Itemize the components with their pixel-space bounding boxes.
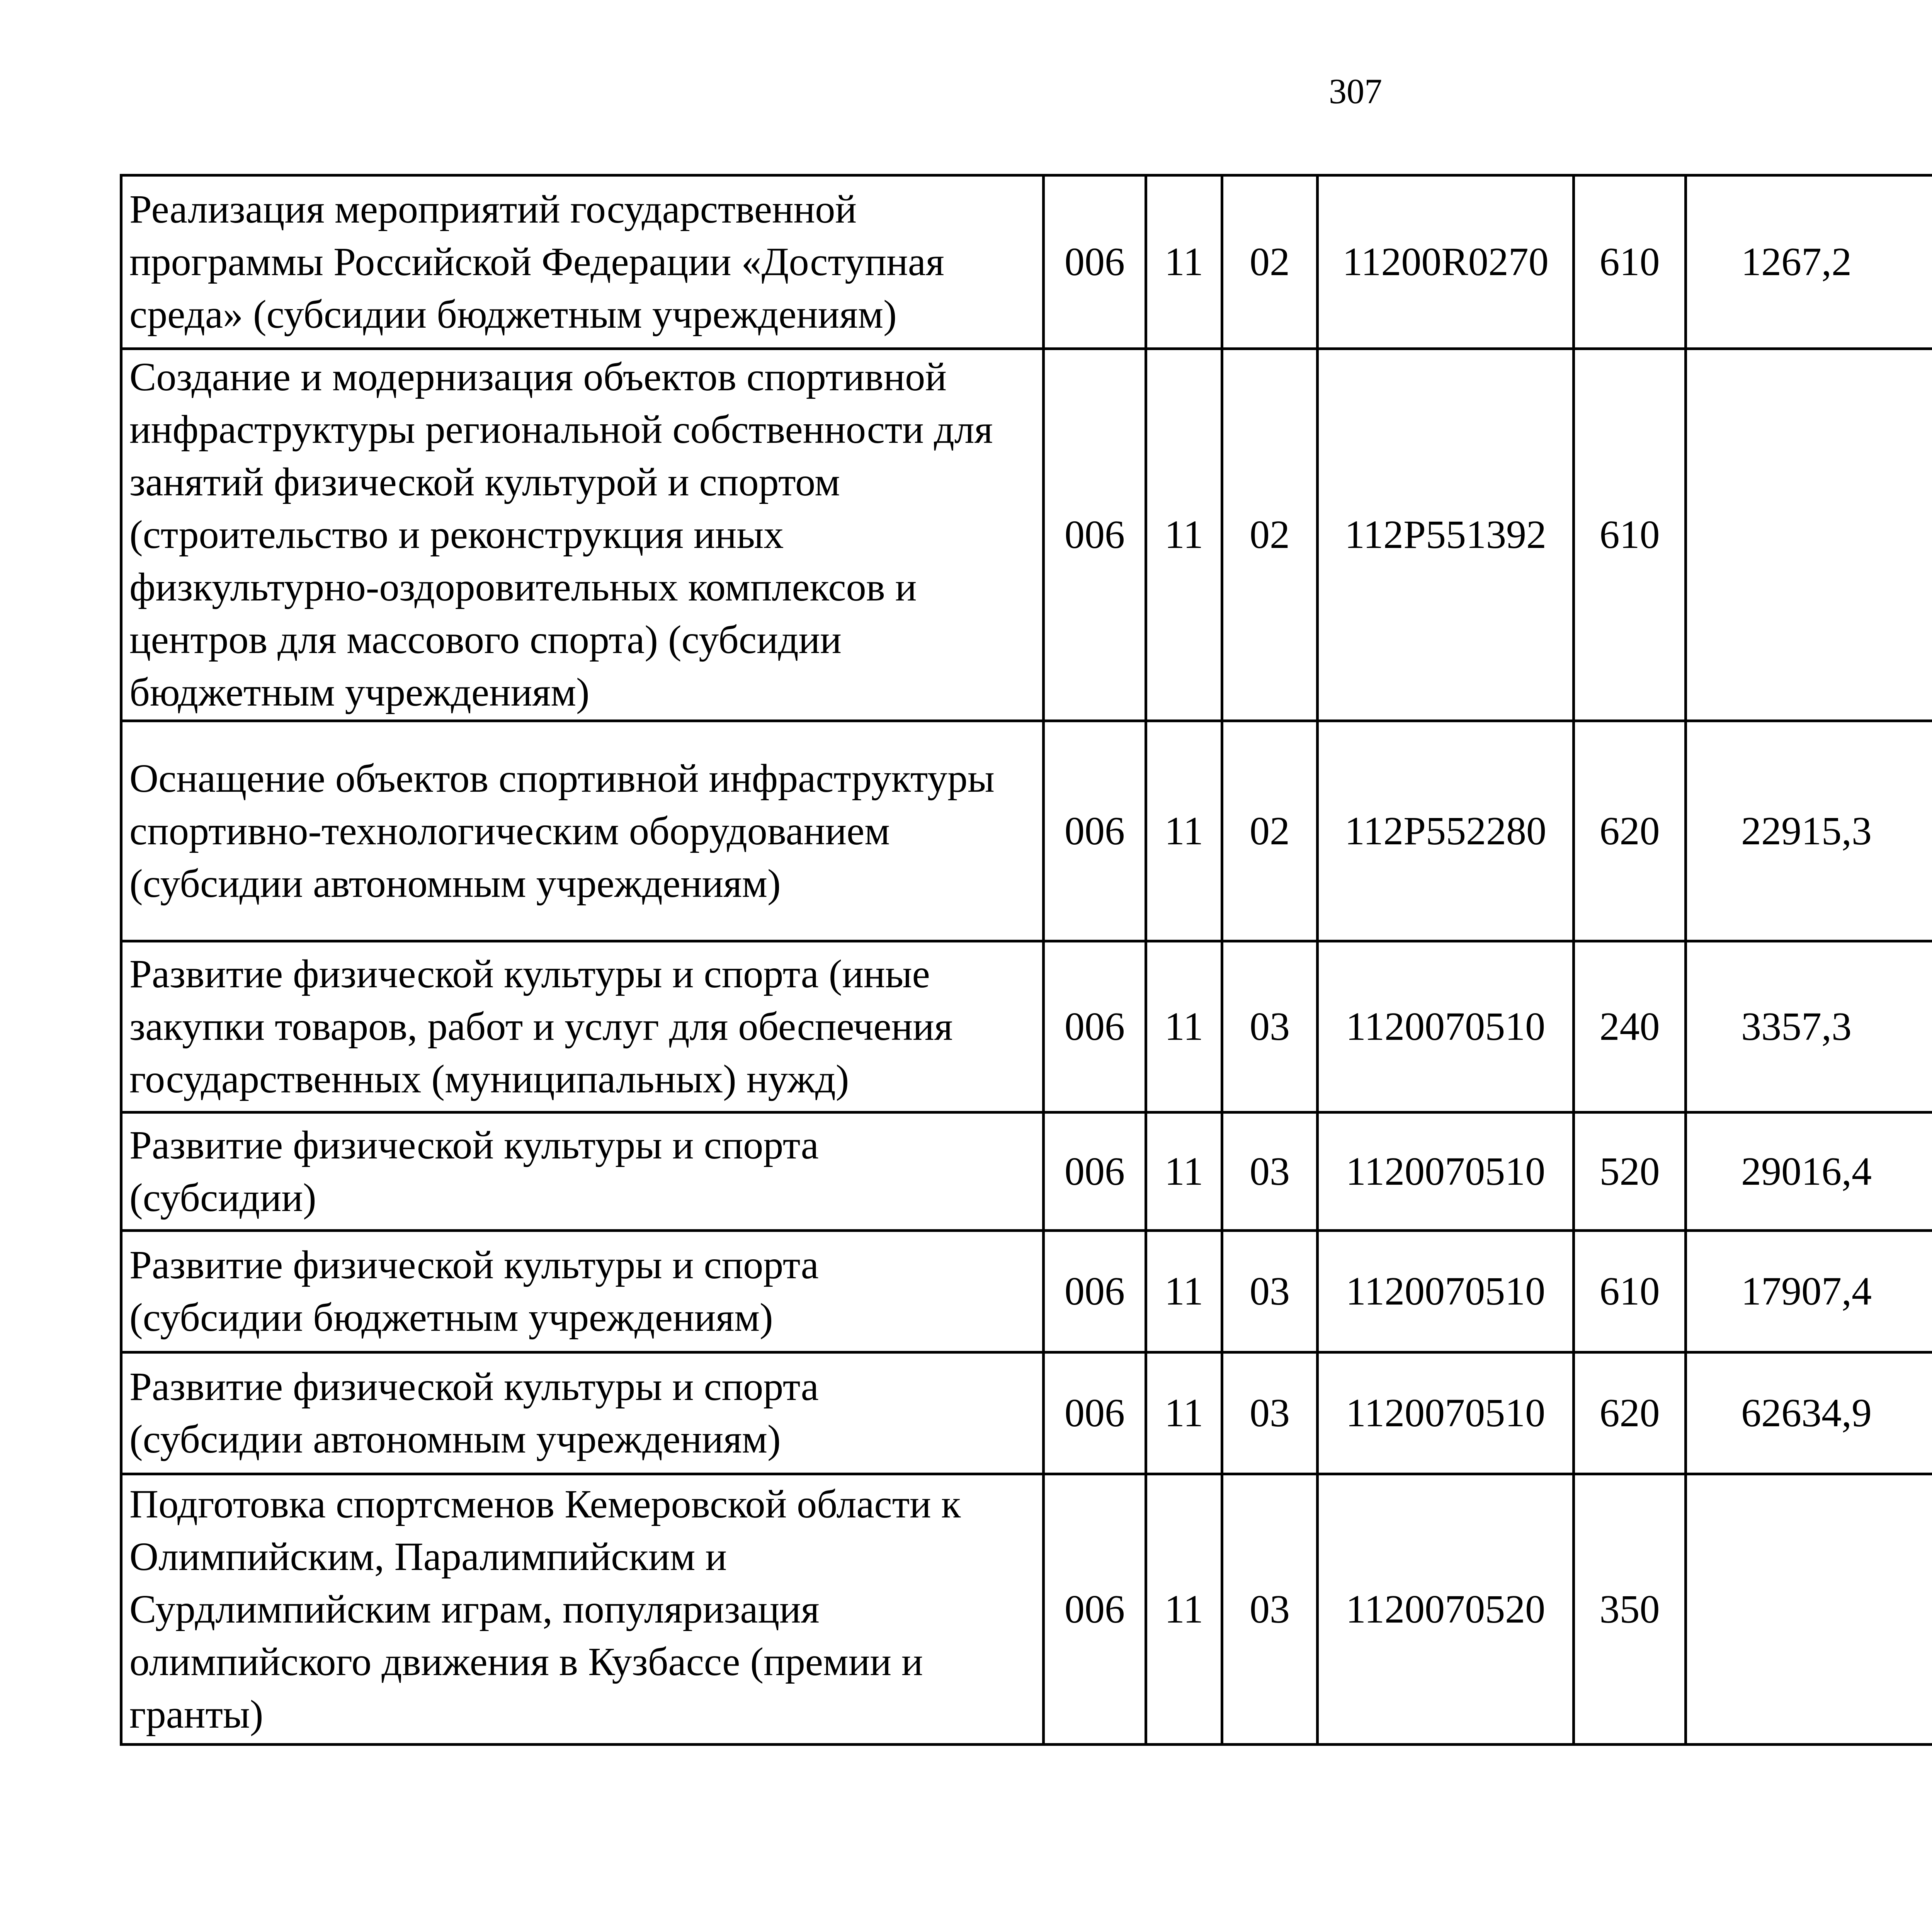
row-description: Реализация мероприятий государственной программы Российской Федерации «Доступная среда» (субсидии бюджетным учреждениям)	[121, 175, 1044, 349]
amount-year-1: 3357,3	[1686, 941, 1932, 1112]
amount-year-1: 17907,4	[1686, 1231, 1932, 1352]
section-code: 11	[1146, 941, 1222, 1112]
subsection-code: 03	[1222, 1231, 1318, 1352]
subsection-code: 02	[1222, 175, 1318, 349]
section-code: 11	[1146, 721, 1222, 941]
subsection-code: 03	[1222, 1474, 1318, 1745]
ministry-code: 006	[1044, 349, 1146, 721]
target-article-code: 11200R0270	[1318, 175, 1574, 349]
amount-year-1	[1686, 1474, 1932, 1745]
target-article-code: 112P551392	[1318, 349, 1574, 721]
expense-type-code: 240	[1574, 941, 1686, 1112]
section-code: 11	[1146, 1474, 1222, 1745]
subsection-code: 02	[1222, 721, 1318, 941]
amount-year-1	[1686, 349, 1932, 721]
target-article-code: 1120070510	[1318, 1231, 1574, 1352]
row-description: Развитие физической культуры и спорта (иные закупки товаров, работ и услуг для обеспечения государственных (муниципальных) нужд)	[121, 941, 1044, 1112]
amount-year-1: 22915,3	[1686, 721, 1932, 941]
ministry-code: 006	[1044, 941, 1146, 1112]
ministry-code: 006	[1044, 1112, 1146, 1231]
expense-type-code: 610	[1574, 175, 1686, 349]
section-code: 11	[1146, 349, 1222, 721]
expense-type-code: 620	[1574, 721, 1686, 941]
ministry-code: 006	[1044, 1231, 1146, 1352]
row-description: Развитие физической культуры и спорта (субсидии)	[121, 1112, 1044, 1231]
amount-year-1: 1267,2	[1686, 175, 1932, 349]
subsection-code: 03	[1222, 1352, 1318, 1474]
amount-year-1: 62634,9	[1686, 1352, 1932, 1474]
target-article-code: 1120070520	[1318, 1474, 1574, 1745]
expense-type-code: 350	[1574, 1474, 1686, 1745]
table-row	[121, 1231, 1932, 1352]
target-article-code: 1120070510	[1318, 1352, 1574, 1474]
budget-table	[120, 174, 1932, 1746]
table-row	[121, 721, 1932, 941]
section-code: 11	[1146, 1352, 1222, 1474]
subsection-code: 02	[1222, 349, 1318, 721]
table-row	[121, 1352, 1932, 1474]
target-article-code: 112P552280	[1318, 721, 1574, 941]
subsection-code: 03	[1222, 941, 1318, 1112]
ministry-code: 006	[1044, 175, 1146, 349]
ministry-code: 006	[1044, 721, 1146, 941]
target-article-code: 1120070510	[1318, 941, 1574, 1112]
expense-type-code: 610	[1574, 1231, 1686, 1352]
expense-type-code: 520	[1574, 1112, 1686, 1231]
row-description: Создание и модернизация объектов спортивной инфраструктуры региональной собственности для занятий физической культурой и спортом (строительство и реконструкция иных физкультурно-оздоровительных комплексов и центров для массового спорта) (субсидии бюджетным учреждениям)	[121, 349, 1044, 721]
table-row	[121, 349, 1932, 721]
expense-type-code: 610	[1574, 349, 1686, 721]
section-code: 11	[1146, 175, 1222, 349]
row-description: Развитие физической культуры и спорта (субсидии автономным учреждениям)	[121, 1352, 1044, 1474]
subsection-code: 03	[1222, 1112, 1318, 1231]
expense-type-code: 620	[1574, 1352, 1686, 1474]
table-row	[121, 941, 1932, 1112]
row-description: Развитие физической культуры и спорта (субсидии бюджетным учреждениям)	[121, 1231, 1044, 1352]
table-row	[121, 1112, 1932, 1231]
section-code: 11	[1146, 1112, 1222, 1231]
ministry-code: 006	[1044, 1474, 1146, 1745]
amount-year-1: 29016,4	[1686, 1112, 1932, 1231]
table-row	[121, 175, 1932, 349]
row-description: Подготовка спортсменов Кемеровской области к Олимпийским, Паралимпийским и Сурдлимпийским играм, популяризация олимпийского движения в Кузбассе (премии и гранты)	[121, 1474, 1044, 1745]
page-number: 307	[1329, 71, 1382, 111]
section-code: 11	[1146, 1231, 1222, 1352]
target-article-code: 1120070510	[1318, 1112, 1574, 1231]
row-description: Оснащение объектов спортивной инфраструктуры спортивно-технологическим оборудованием (субсидии автономным учреждениям)	[121, 721, 1044, 941]
table-row	[121, 1474, 1932, 1745]
ministry-code: 006	[1044, 1352, 1146, 1474]
